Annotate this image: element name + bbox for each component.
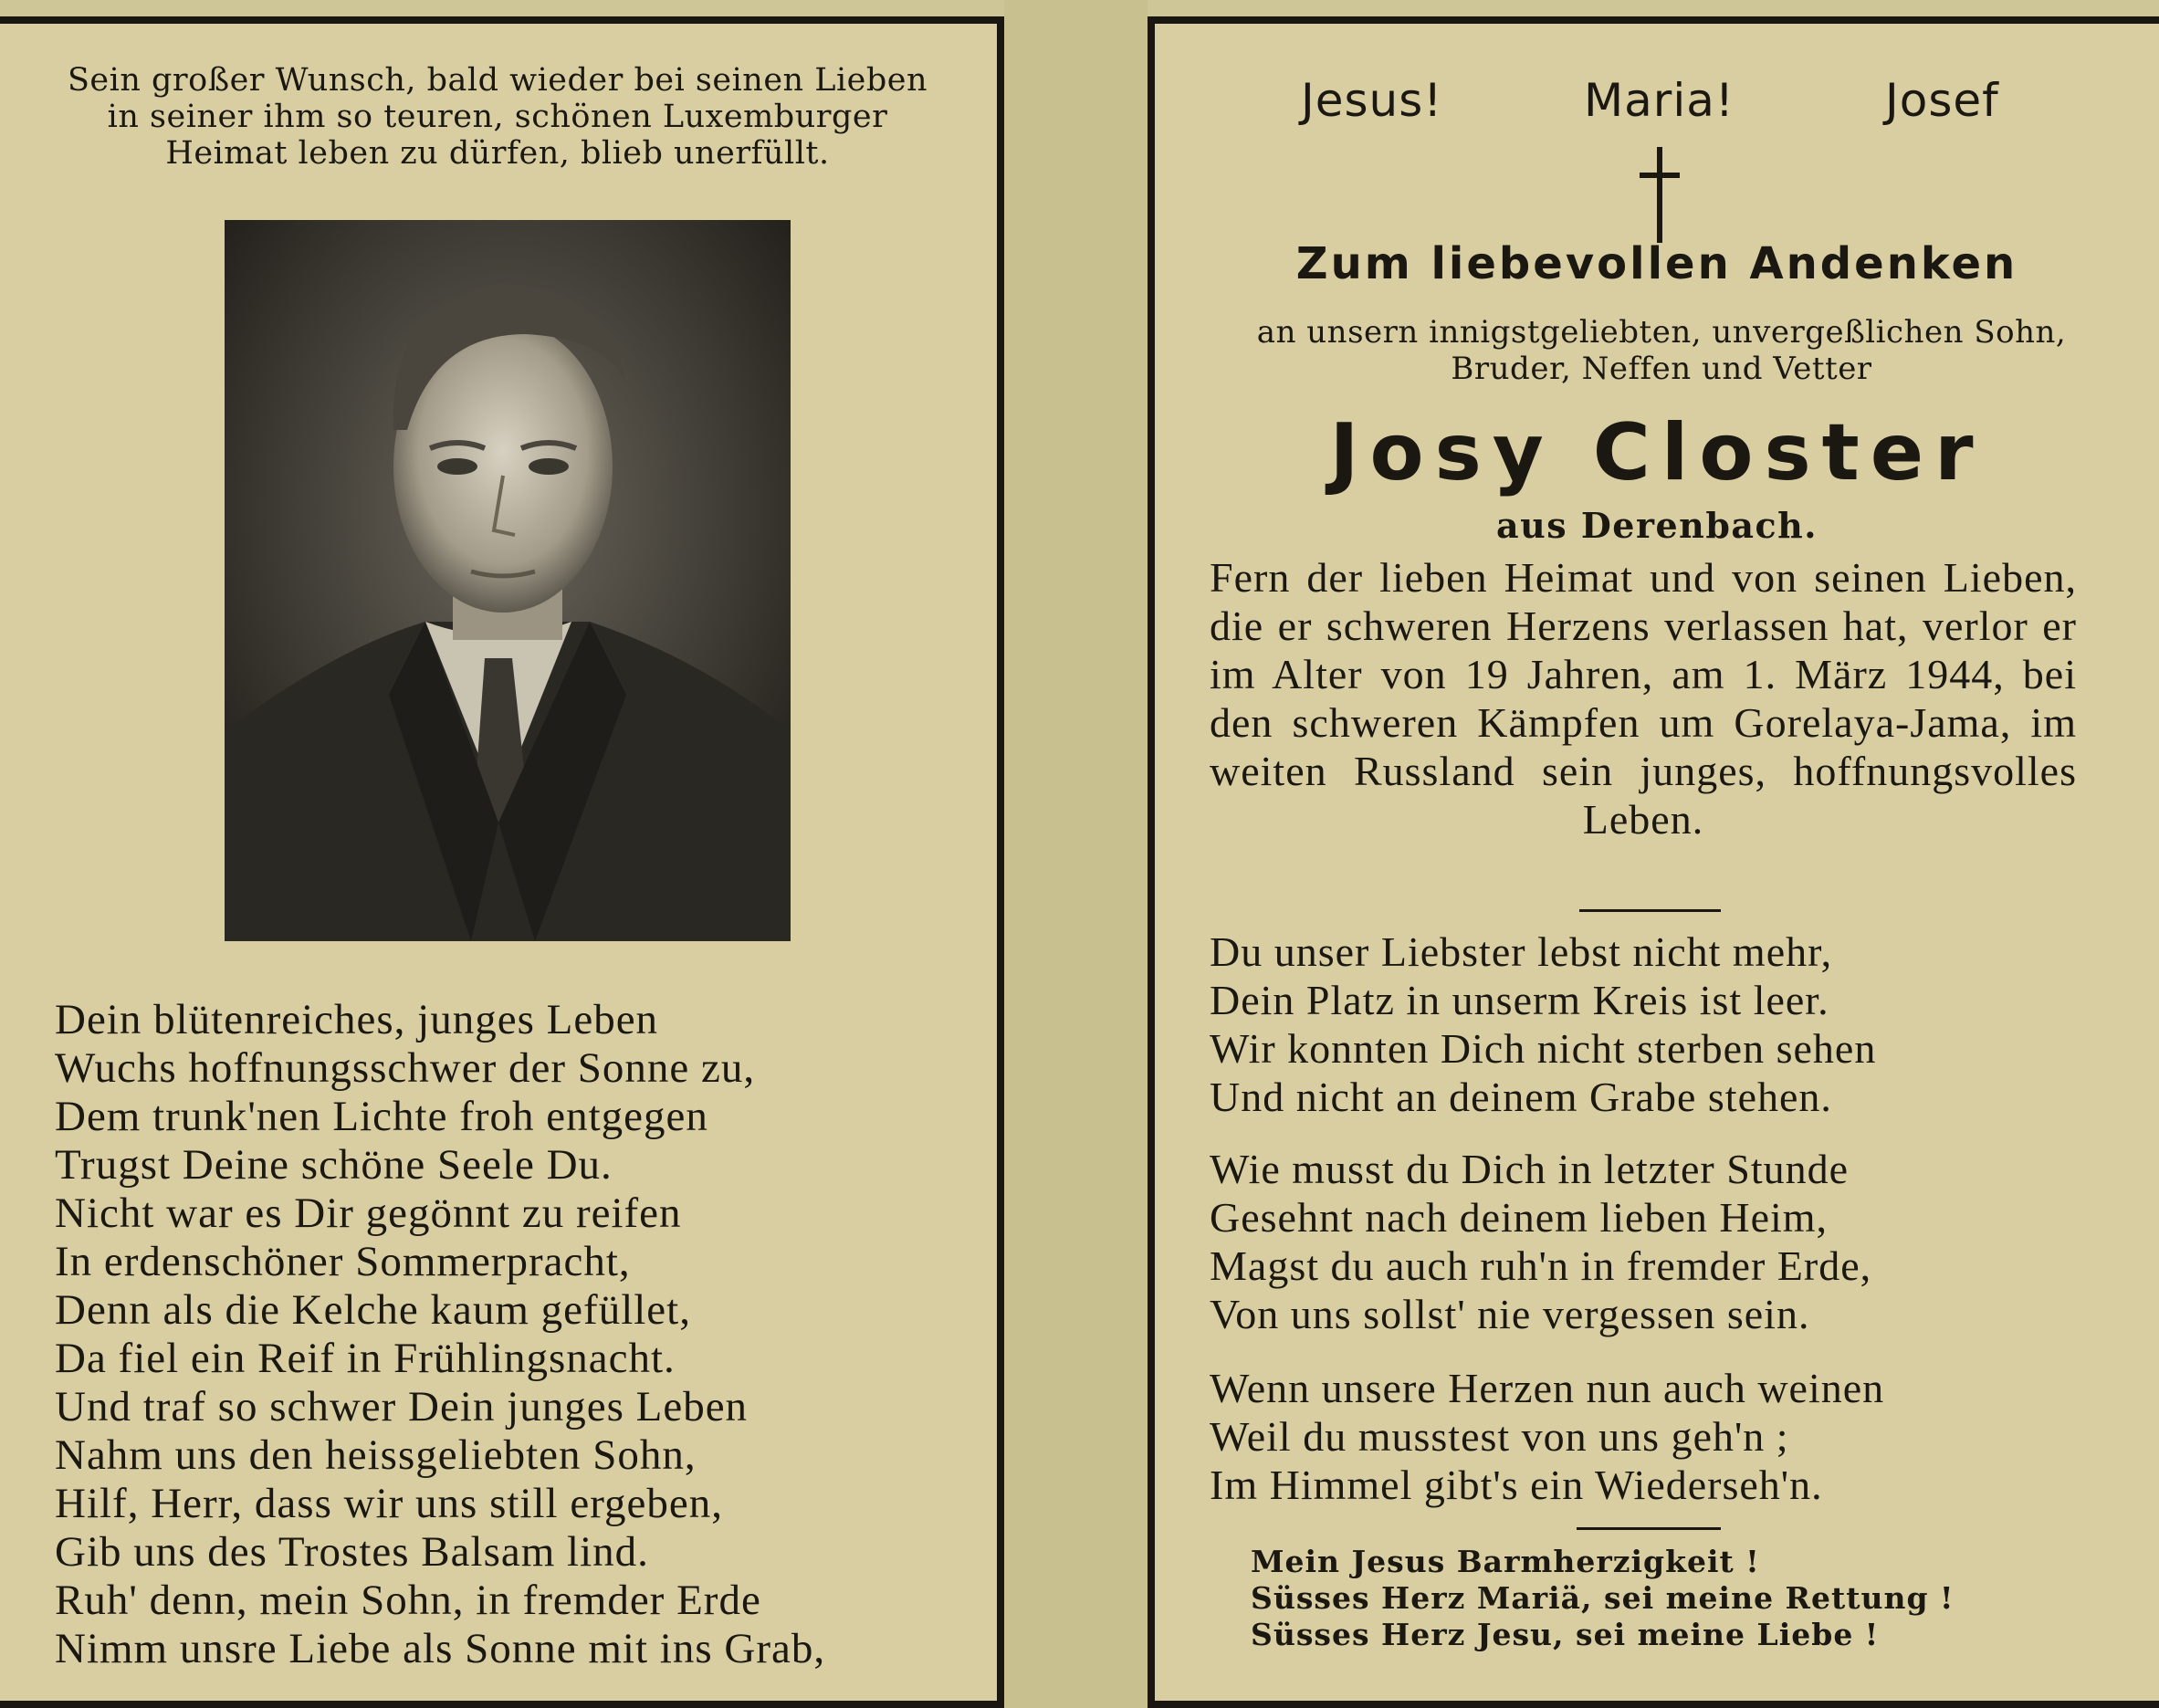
intro-text — [37, 62, 959, 172]
verse-line: Du unser Liebster lebst nicht mehr, — [1210, 928, 1833, 975]
intro-line: Heimat leben zu dürfen, blieb unerfüllt. — [165, 135, 830, 172]
poem-line: Ruh' denn, mein Sohn, in fremder Erde — [55, 1577, 761, 1624]
poem-line: Gib uns des Trostes Balsam lind. — [55, 1528, 649, 1576]
verse-line: Wenn unsere Herzen nun auch weinen — [1210, 1365, 1885, 1411]
left-card-panel — [0, 16, 1004, 1708]
poem-line: Nicht war es Dir gegönnt zu reifen — [55, 1189, 682, 1237]
intro-line: Sein großer Wunsch, bald wieder bei seinen Lieben — [67, 62, 928, 99]
verse-line: Dein Platz in unserm Kreis ist leer. — [1210, 977, 1829, 1023]
invocation-jesus: Jesus! — [1301, 74, 1443, 127]
poem-line: Hilf, Herr, dass wir uns still ergeben, — [55, 1480, 723, 1527]
verse-2 — [1210, 1145, 2113, 1338]
prayer-line: Süsses Herz Mariä, sei meine Rettung ! — [1251, 1580, 1955, 1616]
portrait-photo — [225, 220, 791, 941]
verse-1 — [1210, 927, 2113, 1121]
biography-text: Fern der lieben Heimat und von seinen Lieben, die er schweren Herzens verlassen hat, verlor er im Alter von 19 Jahren, am 1. März 1944, bei den schweren Kämpfen um Gorelaya-Jama, im weiten Russland sein junges, hoffnungsvolles Leben. — [1210, 554, 2077, 843]
card-fold-gap — [1004, 0, 1148, 1708]
verse-line: Im Himmel gibt's ein Wiederseh'n. — [1210, 1462, 1823, 1508]
prayer-line: Mein Jesus Barmherzigkeit ! — [1251, 1544, 1760, 1579]
cross-icon — [1632, 147, 1687, 243]
right-card-panel — [1148, 16, 2159, 1708]
poem-line: Trugst Deine schöne Seele Du. — [55, 1141, 613, 1189]
verse-line: Wie musst du Dich in letzter Stunde — [1210, 1146, 1850, 1192]
verse-3 — [1210, 1364, 2113, 1509]
deceased-origin: aus Derenbach. — [1495, 505, 1818, 546]
verse-line: Weil du musstest von uns geh'n ; — [1210, 1413, 1789, 1460]
poem-line: Nahm uns den heissgeliebten Sohn, — [55, 1431, 697, 1479]
poem-line: Und traf so schwer Dein junges Leben — [55, 1383, 749, 1430]
poem — [55, 996, 986, 1673]
dedication-line: Bruder, Neffen und Vetter — [1451, 351, 1872, 387]
verse-line: Magst du auch ruh'n in fremder Erde, — [1210, 1242, 1872, 1289]
poem-line: In erdenschöner Sommerpracht, — [55, 1238, 631, 1285]
poem-line: Denn als die Kelche kaum gefüllet, — [55, 1286, 691, 1334]
verse-line: Wir konnten Dich nicht sterben sehen — [1210, 1025, 1877, 1072]
prayers — [1251, 1544, 2072, 1653]
verse-line: Und nicht an deinem Grabe stehen. — [1210, 1074, 1832, 1120]
verse-line: Gesehnt nach deinem lieben Heim, — [1210, 1194, 1829, 1241]
deceased-name: Josy Closter — [1329, 407, 1985, 498]
dedication-line: an unsern innigstgeliebten, unvergeßlichen Sohn, — [1256, 314, 2067, 351]
intro-line: in seiner ihm so teuren, schönen Luxemburger — [107, 99, 888, 135]
divider-line — [1577, 1527, 1721, 1530]
invocation-josef: Josef — [1885, 74, 1999, 127]
memorial-heading: Zum liebevollen Andenken — [1295, 238, 2018, 289]
divider-line — [1579, 909, 1721, 912]
poem-line: Wuchs hoffnungsschwer der Sonne zu, — [55, 1044, 756, 1092]
invocation-maria: Maria! — [1584, 74, 1735, 127]
verse-line: Von uns sollst' nie vergessen sein. — [1210, 1291, 1810, 1337]
dedication-text — [1210, 314, 2113, 387]
prayer-line: Süsses Herz Jesu, sei meine Liebe ! — [1251, 1617, 1880, 1652]
poem-line: Da fiel ein Reif in Frühlingsnacht. — [55, 1335, 676, 1382]
poem-line: Dem trunk'nen Lichte froh entgegen — [55, 1093, 708, 1140]
poem-line: Dein blütenreiches, junges Leben — [55, 996, 659, 1043]
poem-line: Nimm unsre Liebe als Sonne mit ins Grab, — [55, 1625, 826, 1672]
